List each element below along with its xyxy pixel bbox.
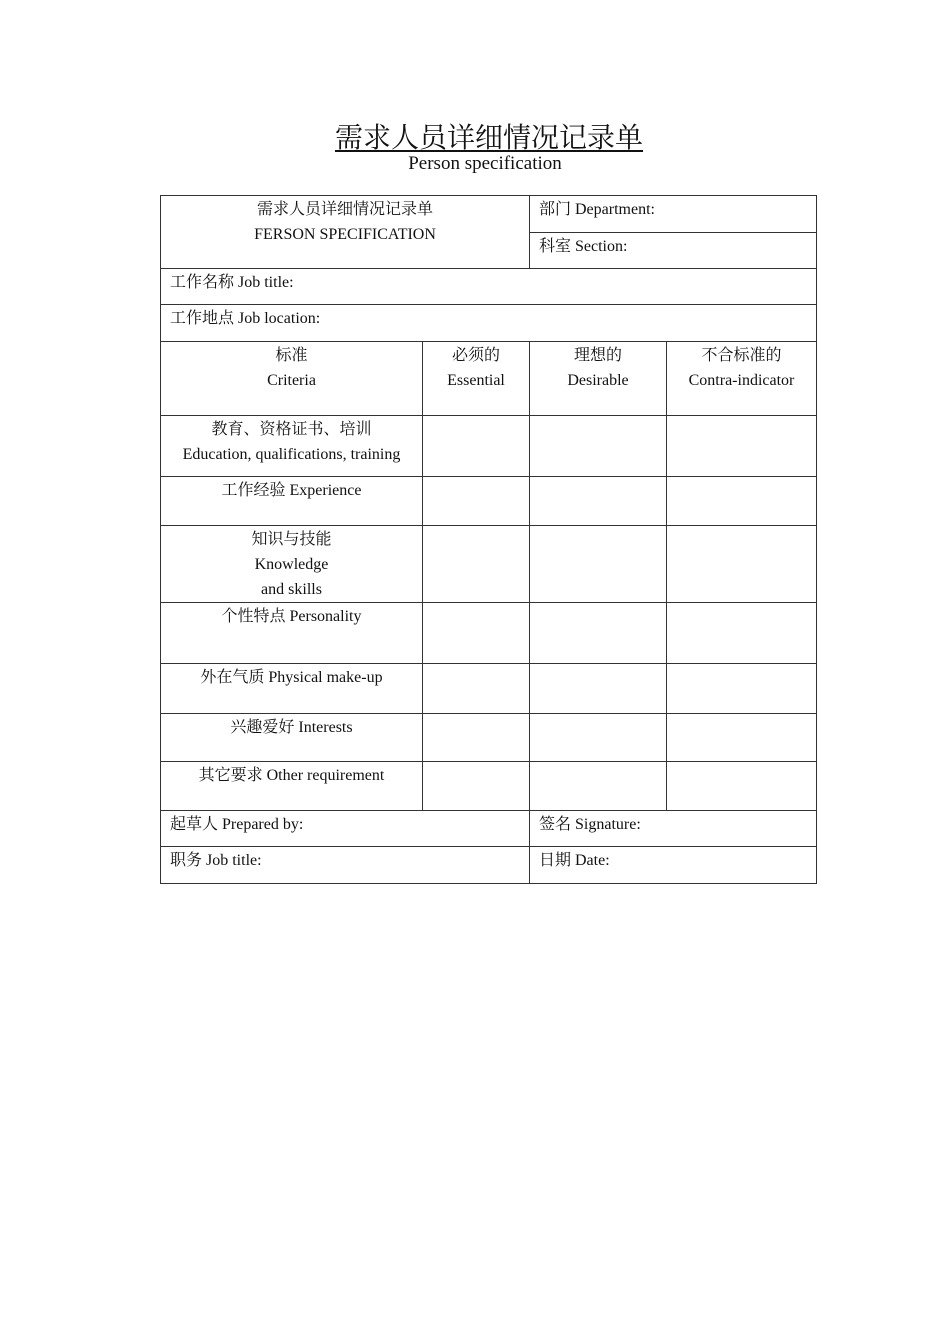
desirable-cell[interactable] (530, 603, 667, 664)
contra-indicator-cell[interactable] (667, 416, 817, 477)
essential-cell[interactable] (423, 477, 530, 526)
contra-indicator-cell[interactable] (667, 664, 817, 714)
page-title: 需求人员详细情况记录单 (334, 121, 643, 154)
essential-cell[interactable] (423, 603, 530, 664)
table-row (161, 714, 817, 762)
column-header-row (161, 342, 817, 416)
person-spec-table (160, 195, 817, 884)
criteria-experience: 工作经验 Experience (161, 477, 423, 526)
job-title-field[interactable]: 工作名称 Job title: (161, 269, 817, 305)
contra-indicator-cell[interactable] (667, 603, 817, 664)
column-header-contra-indicator: 不合标准的 Contra-indicator (667, 342, 817, 416)
table-row (161, 477, 817, 526)
contra-indicator-cell[interactable] (667, 762, 817, 811)
desirable-cell[interactable] (530, 526, 667, 603)
desirable-cell[interactable] (530, 664, 667, 714)
criteria-knowledge-skills: 知识与技能 Knowledge and skills (161, 526, 423, 603)
criteria-personality: 个性特点 Personality (161, 603, 423, 664)
form-title-en: FERSON SPECIFICATION (254, 226, 436, 243)
column-header-essential: 必须的 Essential (423, 342, 530, 416)
criteria-interests: 兴趣爱好 Interests (161, 714, 423, 762)
column-header-desirable: 理想的 Desirable (530, 342, 667, 416)
essential-cell[interactable] (423, 664, 530, 714)
table-row (161, 762, 817, 811)
desirable-cell[interactable] (530, 416, 667, 477)
job-location-field[interactable]: 工作地点 Job location: (161, 305, 817, 342)
preparer-job-title-field[interactable]: 职务 Job title: (161, 847, 530, 884)
essential-cell[interactable] (423, 416, 530, 477)
table-row (161, 416, 817, 477)
essential-cell[interactable] (423, 714, 530, 762)
desirable-cell[interactable] (530, 714, 667, 762)
signature-field[interactable]: 签名 Signature: (530, 811, 817, 847)
criteria-education: 教育、资格证书、培训 Education, qualifications, training (161, 416, 423, 477)
page-subtitle: Person specification (408, 153, 562, 174)
department-field[interactable]: 部门 Department: (530, 196, 817, 233)
contra-indicator-cell[interactable] (667, 714, 817, 762)
date-field[interactable]: 日期 Date: (530, 847, 817, 884)
table-row (161, 664, 817, 714)
essential-cell[interactable] (423, 526, 530, 603)
prepared-by-field[interactable]: 起草人 Prepared by: (161, 811, 530, 847)
form-title-cn: 需求人员详细情况记录单 (256, 201, 433, 218)
section-field[interactable]: 科室 Section: (530, 233, 817, 269)
criteria-physical-makeup: 外在气质 Physical make-up (161, 664, 423, 714)
criteria-other-requirement: 其它要求 Other requirement (161, 762, 423, 811)
desirable-cell[interactable] (530, 477, 667, 526)
contra-indicator-cell[interactable] (667, 477, 817, 526)
column-header-criteria: 标准 Criteria (161, 342, 423, 416)
table-row (161, 526, 817, 603)
contra-indicator-cell[interactable] (667, 526, 817, 603)
form-title-cell (161, 196, 530, 269)
table-row (161, 603, 817, 664)
essential-cell[interactable] (423, 762, 530, 811)
desirable-cell[interactable] (530, 762, 667, 811)
